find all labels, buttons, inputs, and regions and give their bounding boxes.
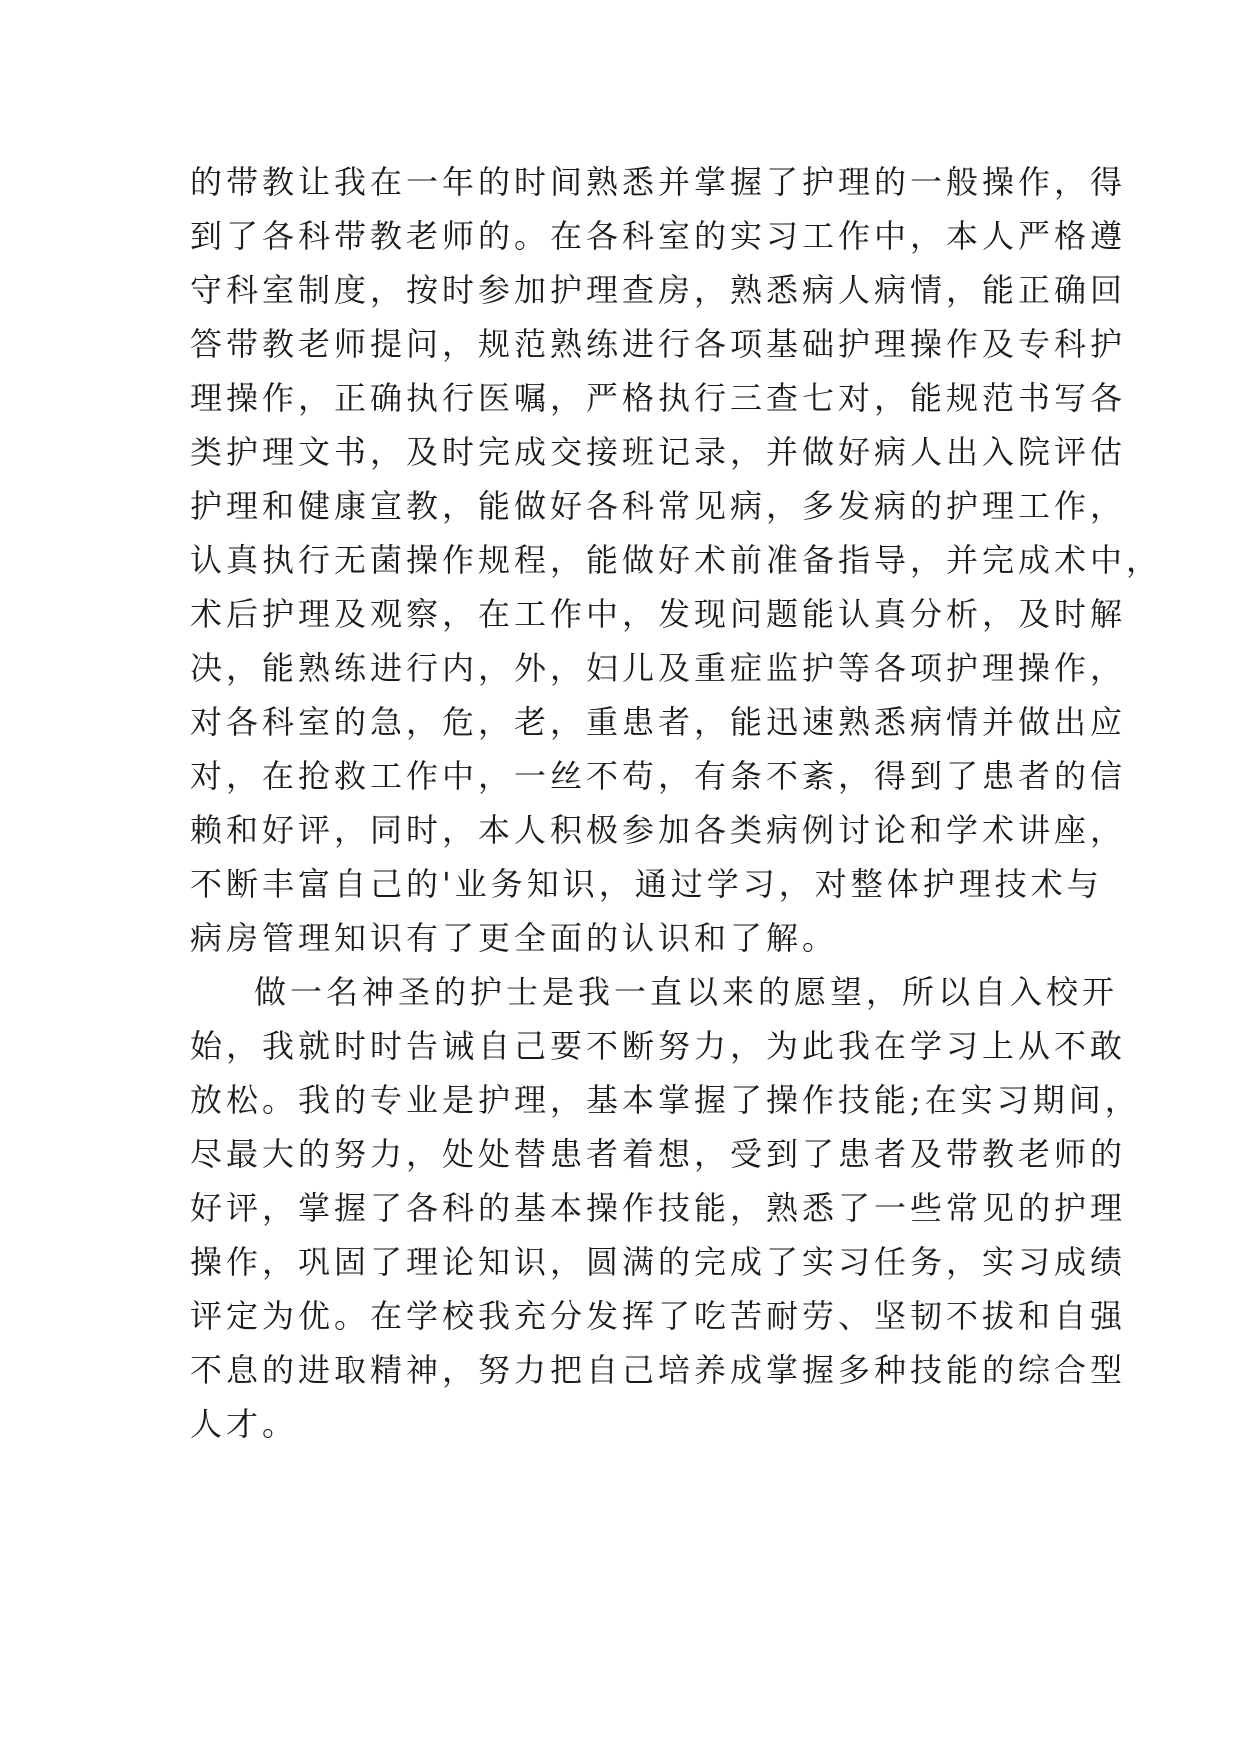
text-line: 赖和好评，同时，本人积极参加各类病例讨论和学术讲座， (190, 811, 1127, 849)
text-line: 尽最大的努力，处处替患者着想，受到了患者及带教老师的 (190, 1135, 1127, 1173)
text-line: 不息的进取精神，努力把自己培养成掌握多种技能的综合型 (190, 1351, 1127, 1389)
text-line: 做一名神圣的护士是我一直以来的愿望，所以自入校开 (254, 973, 1119, 1011)
text-line: 放松。我的专业是护理，基本掌握了操作技能;在实习期间， (190, 1081, 1141, 1119)
paragraph-2 (190, 965, 1141, 1451)
text-line: 评定为优。在学校我充分发挥了吃苦耐劳、坚韧不拔和自强 (190, 1297, 1127, 1335)
text-line: 到了各科带教老师的。在各科室的实习工作中，本人严格遵 (190, 217, 1127, 255)
text-line: 好评，掌握了各科的基本操作技能，熟悉了一些常见的护理 (190, 1189, 1127, 1227)
text-line: 类护理文书，及时完成交接班记录，并做好病人出入院评估 (190, 433, 1127, 471)
text-line: 操作，巩固了理论知识，圆满的完成了实习任务，实习成绩 (190, 1243, 1127, 1281)
text-line: 守科室制度，按时参加护理查房，熟悉病人病情，能正确回 (190, 271, 1127, 309)
text-line: 认真执行无菌操作规程，能做好术前准备指导，并完成术中， (190, 541, 1163, 579)
paragraph-1 (190, 155, 1163, 965)
text-line: 决，能熟练进行内，外，妇儿及重症监护等各项护理操作， (190, 649, 1127, 687)
text-line: 理操作，正确执行医嘱，严格执行三查七对，能规范书写各 (190, 379, 1127, 417)
text-line: 对，在抢救工作中，一丝不苟，有条不紊，得到了患者的信 (190, 757, 1127, 795)
text-line: 病房管理知识有了更全面的认识和了解。 (190, 919, 839, 957)
text-line: 的带教让我在一年的时间熟悉并掌握了护理的一般操作，得 (190, 163, 1127, 201)
text-line: 术后护理及观察，在工作中，发现问题能认真分析，及时解 (190, 595, 1127, 633)
document-body (190, 155, 1163, 1451)
text-line: 答带教老师提问，规范熟练进行各项基础护理操作及专科护 (190, 325, 1127, 363)
text-line: 护理和健康宣教，能做好各科常见病，多发病的护理工作， (190, 487, 1127, 525)
text-line: 不断丰富自己的'业务知识，通过学习，对整体护理技术与 (190, 865, 1103, 903)
text-line: 始，我就时时告诫自己要不断努力，为此我在学习上从不敢 (190, 1027, 1127, 1065)
text-line: 人才。 (190, 1405, 299, 1443)
text-line: 对各科室的急，危，老，重患者，能迅速熟悉病情并做出应 (190, 703, 1127, 741)
